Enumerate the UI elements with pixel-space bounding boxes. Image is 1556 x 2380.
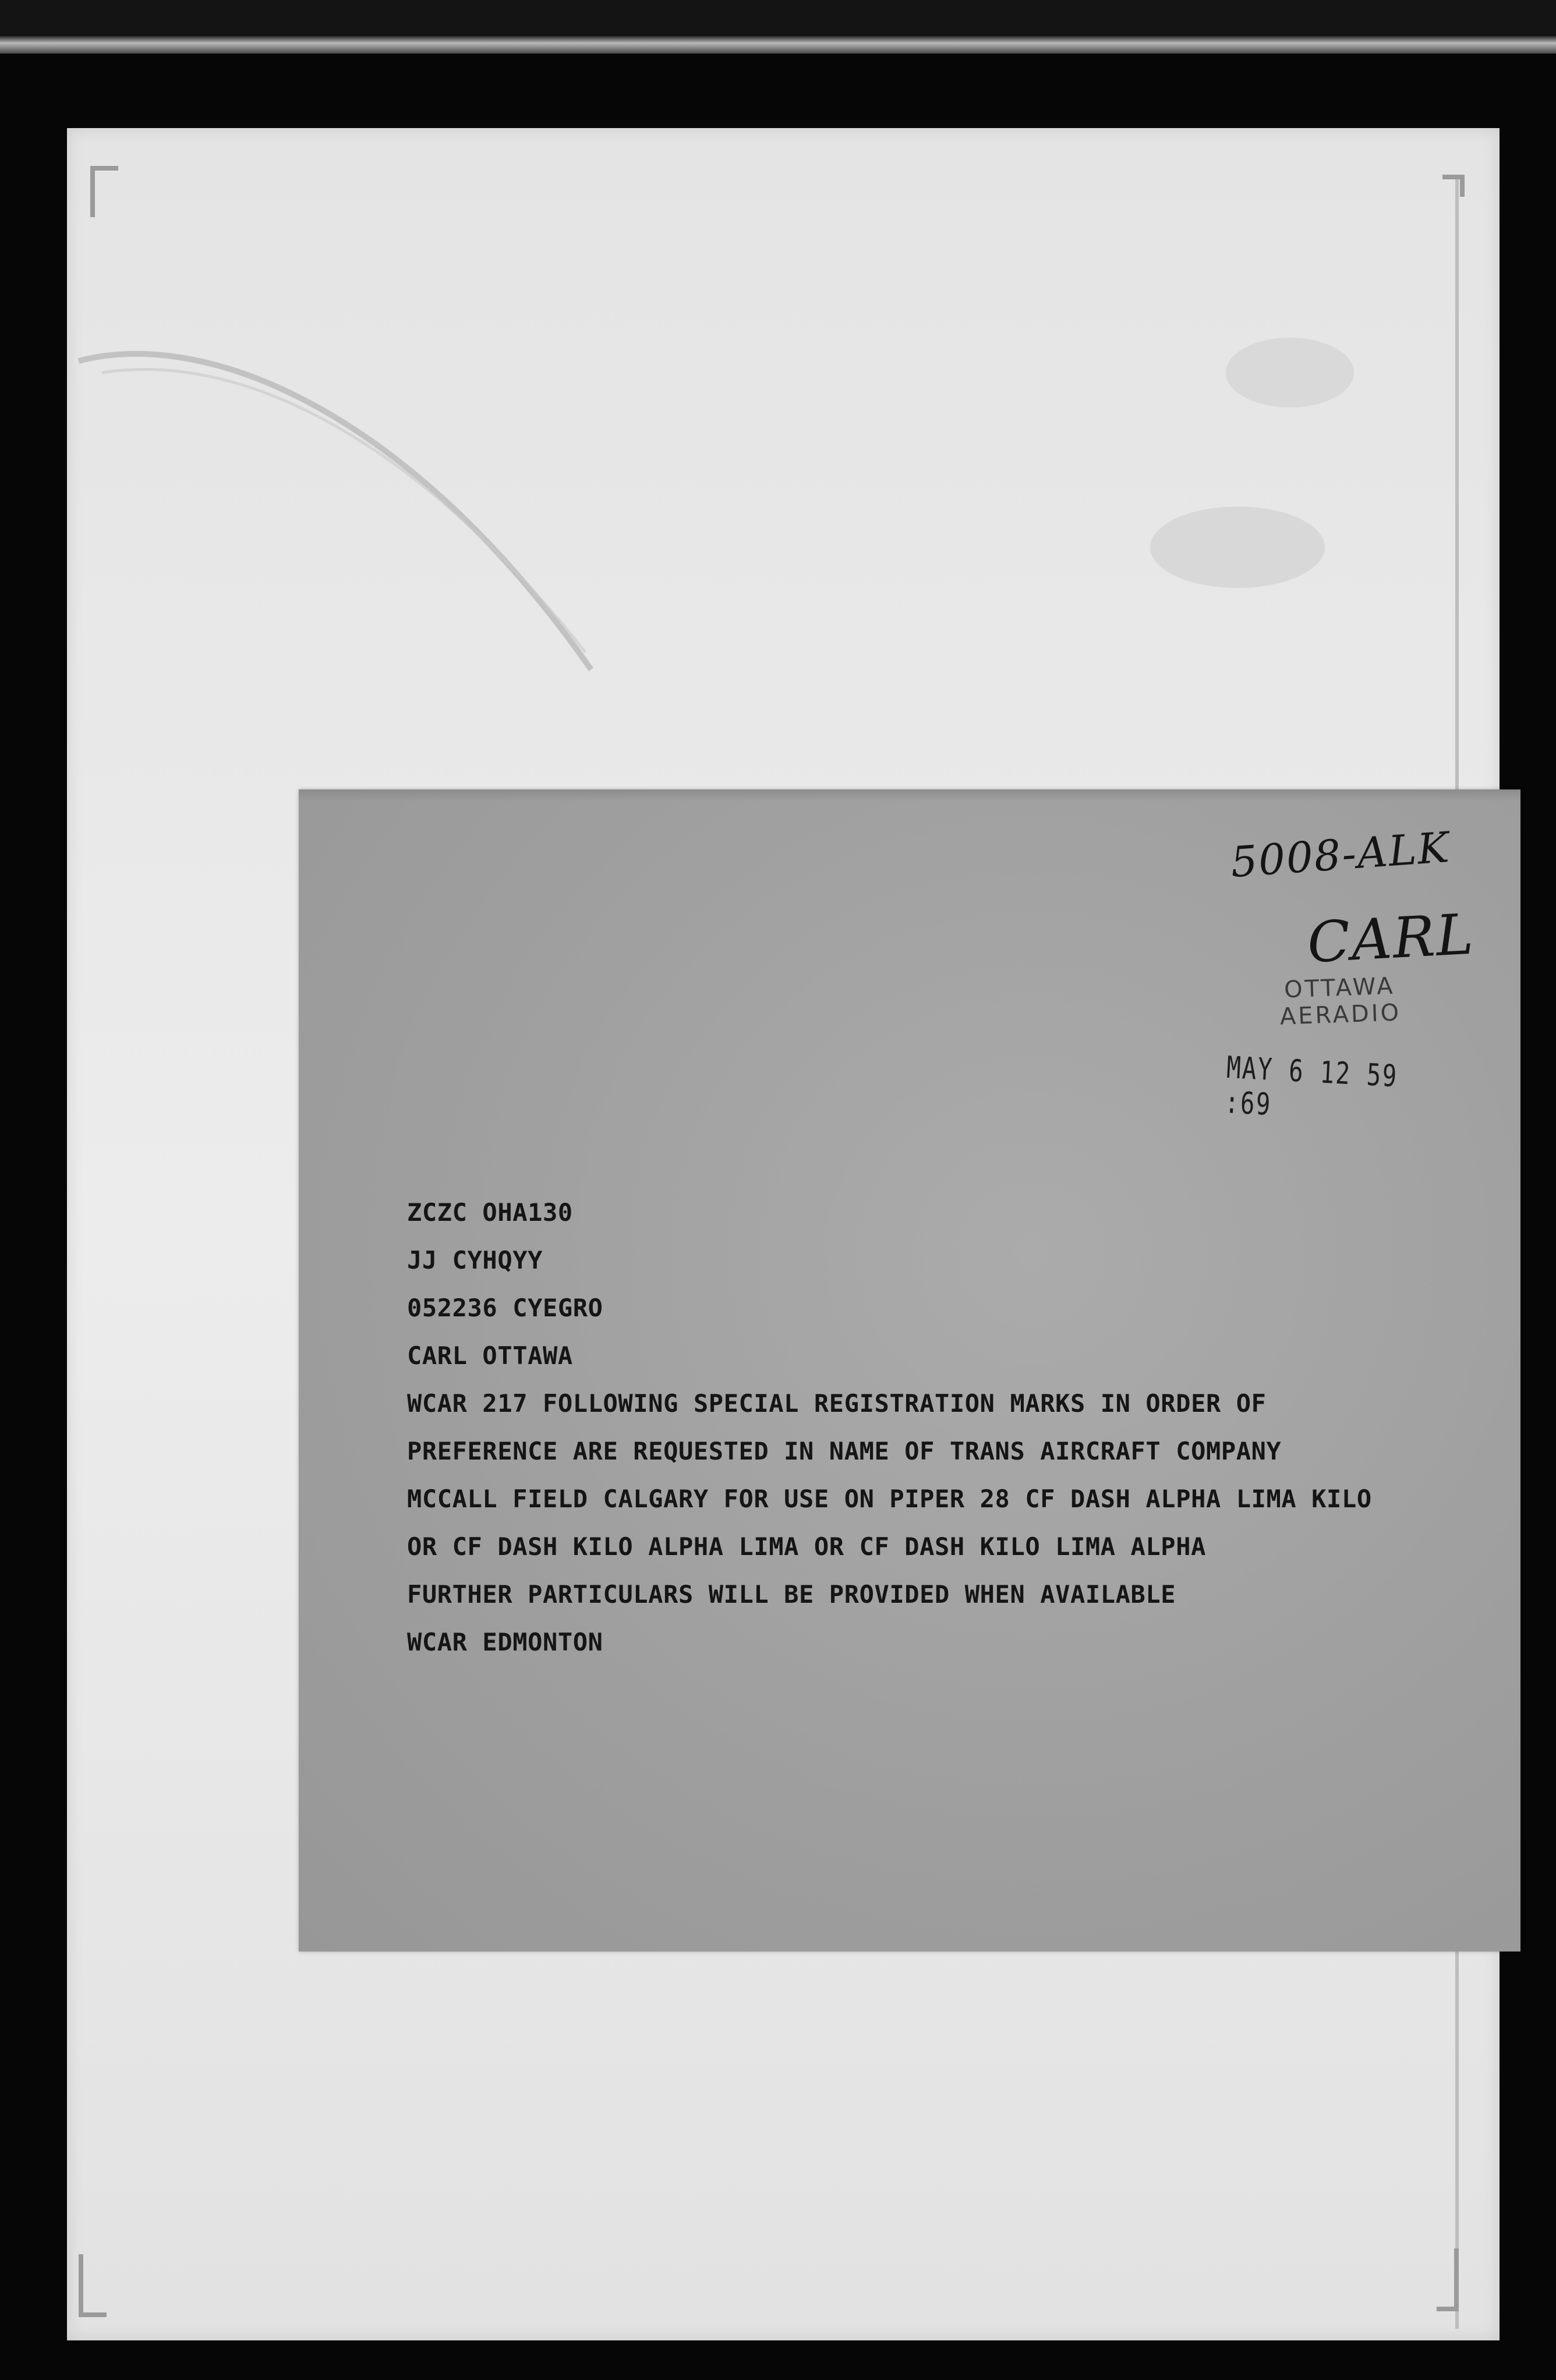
stamp-line-city: OTTAWA	[1283, 972, 1396, 1004]
crop-mark-top-right	[1442, 175, 1465, 197]
stamp-line-station: AERADIO	[1279, 999, 1402, 1030]
received-datetime-stamp: MAY 6 12 59 :69	[1223, 1050, 1399, 1123]
receiving-stamp	[1278, 972, 1401, 1030]
body-line: WCAR 217 FOLLOWING SPECIAL REGISTRATION MARKS IN ORDER OF	[407, 1389, 1267, 1418]
telegram-sheet	[299, 789, 1520, 1952]
handwritten-station: CARL	[1306, 901, 1476, 976]
crop-mark-bottom-left	[79, 2254, 107, 2317]
crop-mark-bottom-right	[1437, 2248, 1459, 2311]
document-page	[67, 128, 1500, 2340]
file-reference: 5008-ALK	[1229, 822, 1452, 887]
header-line-addressee: CARL OTTAWA	[407, 1341, 573, 1370]
film-strip-edge	[0, 0, 1556, 41]
crop-mark-top-left	[90, 166, 118, 217]
signature-line: WCAR EDMONTON	[407, 1628, 603, 1656]
film-scratch	[67, 128, 1500, 710]
header-line-origin: 052236 CYEGRO	[407, 1294, 603, 1322]
body-line: PREFERENCE ARE REQUESTED IN NAME OF TRANS AIRCRAFT COMPANY	[407, 1437, 1282, 1465]
film-strip-border	[0, 36, 1556, 54]
body-line: FURTHER PARTICULARS WILL BE PROVIDED WHEN AVAILABLE	[407, 1580, 1176, 1609]
header-line-priority: JJ CYHQYY	[407, 1246, 543, 1274]
telegram-message	[407, 1189, 1490, 1666]
header-line-routing: ZCZC OHA130	[407, 1198, 573, 1227]
body-line: OR CF DASH KILO ALPHA LIMA OR CF DASH KILO LIMA ALPHA	[407, 1532, 1206, 1561]
sheet-fold-shadow	[299, 789, 1520, 801]
body-line: MCCALL FIELD CALGARY FOR USE ON PIPER 28 CF DASH ALPHA LIMA KILO	[407, 1485, 1372, 1513]
